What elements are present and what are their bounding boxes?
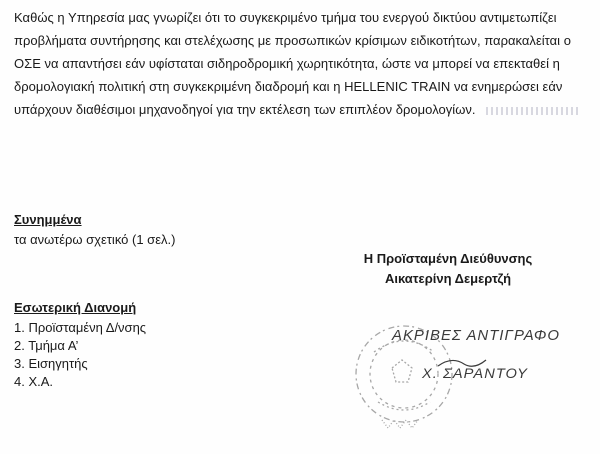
list-item: 3. Εισηγητής <box>14 356 88 371</box>
attachments-item: τα ανωτέρω σχετικό (1 σελ.) <box>14 232 176 247</box>
signatory-role: Η Προϊσταμένη Διεύθυνσης <box>363 251 533 266</box>
body-paragraph <box>14 6 589 121</box>
signatory-name: Αικατερίνη Δεμερτζή <box>384 271 512 286</box>
certified-copy-stamp <box>352 312 592 454</box>
distribution-list <box>14 319 146 391</box>
signature-block <box>338 249 558 289</box>
body-line-text: υπάρχουν διαθέσιμοι μηχανοδηγοί για την εκτέλεση των επιπλέον δρομολογίων. <box>14 102 476 117</box>
attachments-title: Συνημμένα <box>14 212 82 227</box>
stamp-signer: Χ. ΣΑΡΑΝΤΟΥ <box>420 365 529 381</box>
list-item: 4. Χ.Α. <box>14 374 54 389</box>
body-line-last <box>14 98 589 121</box>
list-item: 1. Προϊσταμένη Δ/νσης <box>14 320 147 335</box>
body-line: προβλήματα συντήρησης και στελέχωσης με προσωπικών κρίσιμων ειδικοτήτων, παρακαλείται ο <box>14 33 571 48</box>
body-line: Καθώς η Υπηρεσία μας γνωρίζει ότι το συγκεκριμένο τμήμα του ενεργού δικτύου αντιμετωπίζει <box>14 10 557 25</box>
redaction-mark <box>486 107 578 115</box>
body-line: ΟΣΕ να απαντήσει εάν υφίσταται σιδηροδρομική χωρητικότητα, ώστε να μπορεί να επεκταθεί η <box>14 56 560 71</box>
distribution-title: Εσωτερική Διανομή <box>14 300 137 315</box>
list-item: 2. Τμήμα Α’ <box>14 338 79 353</box>
stamp-heading: ΑΚΡΙΒΕΣ ΑΝΤΙΓΡΑΦΟ <box>391 327 560 344</box>
body-line: δρομολογιακή πολιτική στη συγκεκριμένη διαδρομή και η HELLENIC TRAIN να ενημερώσει εάν <box>14 79 563 94</box>
